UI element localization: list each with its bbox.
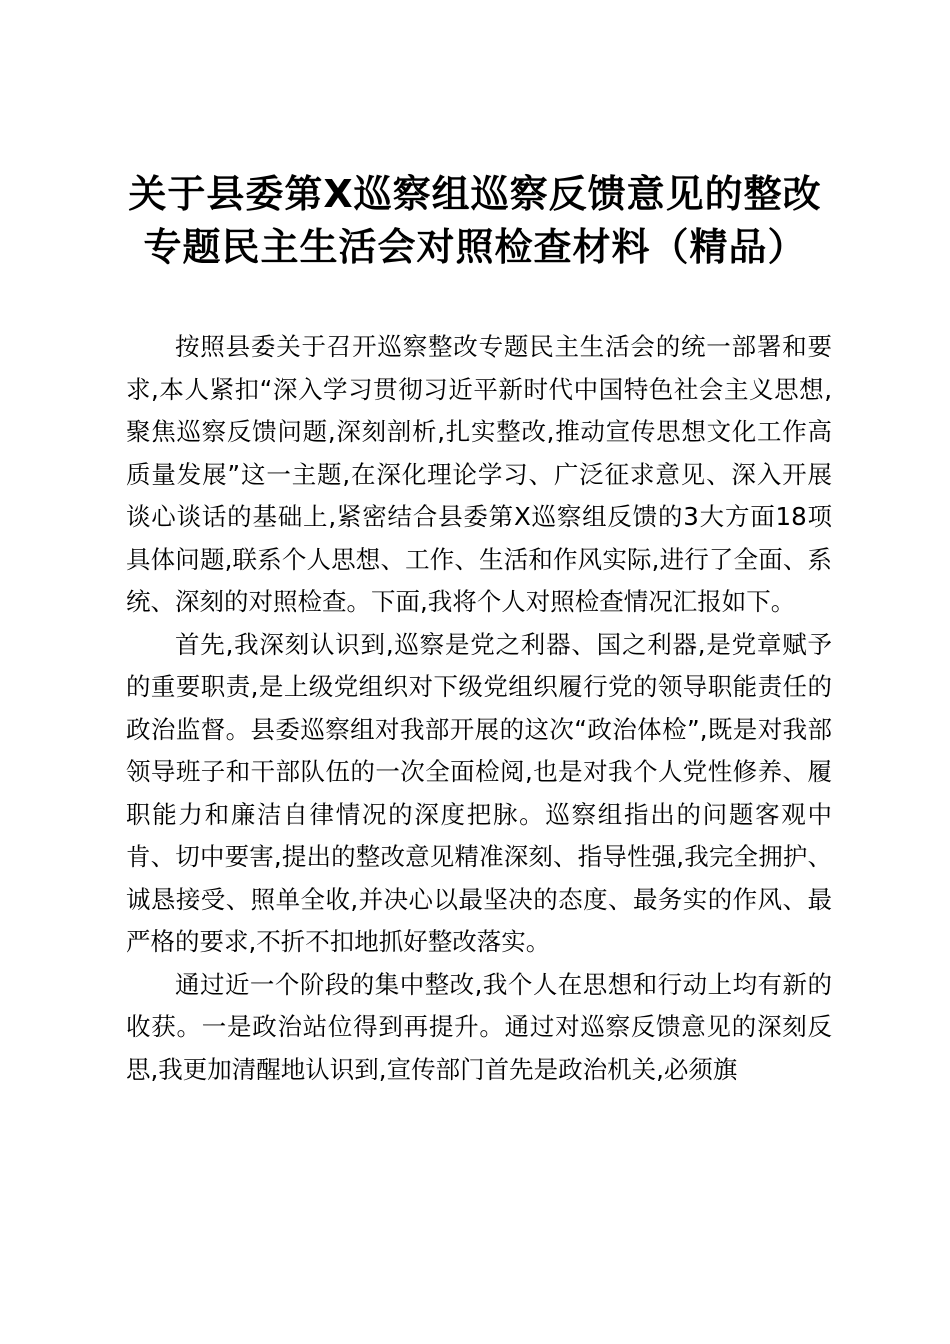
- paragraph-3: 通过近一个阶段的集中整改,我个人在思想和行动上均有新的收获。一是政治站位得到再提升。通过对巡察反馈意见的深刻反思,我更加清醒地认识到,宣传部门首先是政治机关,必须旗: [126, 969, 832, 1084]
- paragraph-1: 按照县委关于召开巡察整改专题民主生活会的统一部署和要求,本人紧扣“深入学习贯彻习近平新时代中国特色社会主义思想,聚焦巡察反馈问题,深刻剖析,扎实整改,推动宣传思想文化工作高质量发展”这一主题,在深化理论学习、广泛征求意见、深入开展谈心谈话的基础上,紧密结合县委第X巡察组反馈的3大方面18项具体问题,联系个人思想、工作、生活和作风实际,进行了全面、系统、深刻的对照检查。下面,我将个人对照检查情况汇报如下。: [126, 332, 832, 616]
- document-body: [126, 326, 832, 1091]
- paragraph-2: 首先,我深刻认识到,巡察是党之利器、国之利器,是党章赋予的重要职责,是上级党组织对下级党组织履行党的领导职能责任的政治监督。县委巡察组对我部开展的这次“政治体检”,既是对我部领导班子和干部队伍的一次全面检阅,也是对我个人党性修养、履职能力和廉洁自律情况的深度把脉。巡察组指出的问题客观中肯、切中要害,提出的整改意见精准深刻、指导性强,我完全拥护、诚恳接受、照单全收,并决心以最坚决的态度、最务实的作风、最严格的要求,不折不扣地抓好整改落实。: [126, 629, 832, 956]
- document-title: 关于县委第X巡察组巡察反馈意见的整改专题民主生活会对照检查材料（精品）: [128, 172, 822, 269]
